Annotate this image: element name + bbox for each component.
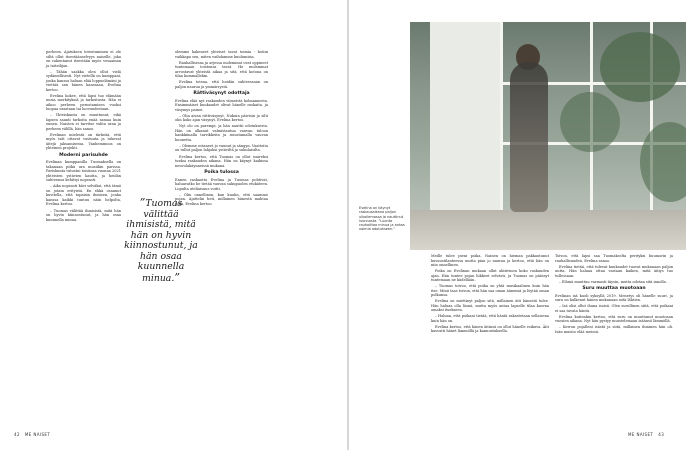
portrait-photo <box>410 22 686 250</box>
person-figure <box>510 62 548 212</box>
paragraph: Evelina elää nyt raskauden viimeistä kolmannesta. Ensimmäiset kuukaudet olivat hänelle raskaita, ja väsymys painoi. <box>175 98 268 112</box>
left-column-1 <box>46 50 121 224</box>
paragraph: Ennen raskautta Evelina ja Tuomas pohtivat, haluavatko he tietää vauvan sukupuolen etukäteen. Lopulta uteliaisuus voitti. <box>175 177 268 191</box>
paragraph: Evelinan kumppanilla Tuomaksella on takanaan pitkä ura musiikin parissa. Pariskunta tutustui toisiinsa vuonna 2021 yhteisten ystävien kautta, ja heidän suhteensa kehittyi nopeasti. <box>46 160 121 183</box>
paragraph: Evelina kertoo, että hänen äitinsä on ollut hänelle esikuva. Äiti kasvatti hänet lämmöllä ja kannustuksella. <box>431 324 549 334</box>
paragraph: Rauhallisessa ja arjessa molemmat ovat oppineet tuntemaan toistensa tavat. He molemmat arvostavat yhteistä aikaa ja sitä, että kotona on tilaa kummallekin. <box>175 60 268 79</box>
page-footer <box>14 432 50 437</box>
paragraph: Evelina kokee, että lapsi tuo elämään uusia merkityksiä ja tarkoitusta. Hän ei aikoo perheen perustamisen vuoksi luopua urastaan tai luovuudestaan. <box>46 93 121 112</box>
paragraph: – Aika nopeasti kävi selväksi, että tämä on jotain erityistä. En ehkä osannut kuvitella, että tapaisin ihmisen, jonka kanssa kaikki tuntuu näin helpolta, Evelina kertoo. <box>46 184 121 207</box>
paragraph: – Tuomas välittää ihmisistä, mitä hän on hyvin kiinnostunut, ja hän osaa kuunnella minua. <box>46 208 121 222</box>
paragraph: Nyt olo on parempi, ja hän nauttii odotuksesta. Hän on alkanut valmistautua vauvan tuloon hankkimalla tarvikkeita ja sisustamalla vauvan huonetta. <box>175 124 268 142</box>
page-number: 42 <box>14 432 20 437</box>
paragraph: Evelinan mielestä on tärkeää, että myös isät ottavat vastuuta ja tukevat äitejä jaksamisessa. Vanhemmuus on yhteinen projekti. <box>46 132 121 151</box>
paragraph: – Isä olisi ollut ihana isoisä. Olen surullinen siitä, että poikani ei saa tavata häntä. <box>555 304 673 313</box>
paragraph: – Haluan, että poikani tietää, että häntä rakastetaan sellaisena kuin hän on. <box>431 314 549 323</box>
paragraph: perheen. Ajatuksen toteutuminen ei ole siltä ollut itsestäänselvyys naiselle, joka on rakentanut itsestään myös vesaaman ja taiteilijan. <box>46 50 121 68</box>
paragraph: Meille tulee pieni poika. Nainen on hieman pakkautunut kuvaustilanteessa mutta pian jo nauraa ja kertoo, että hän on niin onnellinen. <box>431 254 549 267</box>
page-footer <box>628 432 664 437</box>
right-column-2 <box>555 254 673 336</box>
paragraph: – Elämä muuttuu varmasti täysin, mutta odotan sitä innolla. <box>559 279 667 284</box>
paragraph: Evelina tietää, että tulevat kuukaudet tuovat mukanaan paljon uutta. Hän haluaa ottaa vastaan kaiken, mitä äitiys tuo tullessaan. <box>555 264 673 278</box>
page-number: 43 <box>658 432 665 437</box>
paragraph: Evelina kuitenkin kertoo, että suru on muuttanut muotoaan vuosien aikana. Nyt hän pystyy muistelemaan isäänsä lämmöllä. <box>555 314 673 324</box>
paragraph: Evelinan isä kuoli syksyllä 2019. Menetys oli hänelle suuri, ja suru on kulkenut hänen mukanaan siitä lähtien. <box>555 293 673 303</box>
paragraph: – Tuomas toivoo, että poika on yhtä musikaalinen kuin hän itse. Minä taas toivon, että hän saa oman äänensä ja löytää oman polkunsa. <box>431 284 549 298</box>
right-column-1 <box>431 254 549 336</box>
left-column-2 <box>175 50 268 208</box>
section-heading: Suru muuttaa muotoaan <box>582 286 646 292</box>
left-page <box>0 0 347 450</box>
pull-quote: ”Tuomas välittää ihmisistä, mitä hän on hyvin kiinnostunut, ja hän osaa kuunnella minua.” <box>124 196 198 284</box>
section-heading: Rättiväsynyt odottaja <box>193 91 250 97</box>
magazine-name: ME NAISET <box>628 432 654 437</box>
paragraph: Evelina on miettinyt paljon sitä, millainen äiti hänestä tulee. Hän haluaa olla läsnä, mutta myös antaa lapselle tilaa kasvaa omaksi itsekseen. <box>431 299 549 313</box>
paragraph: olemme hakeneet yhteiset tavat toimia - kotiin vaikkapa sen, miten vaihdamme kuulumisia. <box>175 50 268 59</box>
paragraph: – Kerron pojalleni isästä ja siitä, millainen ihminen hän oli. Isän muisto elää meissä. <box>555 325 673 334</box>
photo-caption: Evelina on käynyt raskausaikana paljon ulkoilemassa ja nauttinut luonnosta. ”Luonto rauhoittaa minua ja antaa voimia odotukseen.” <box>359 206 405 232</box>
paragraph: – Olin aivan rättiväsynyt. Nukuin päivisin ja silti olin koko ajan väsynyt, Evelina kertoo. <box>175 113 268 123</box>
page-gutter <box>347 0 349 450</box>
paragraph: Toivon, että lapsi saa Tuomakselta perityksi huumorin ja rauhallisuuden, Evelina sanoo. <box>555 254 673 263</box>
paragraph: Poika on Evelinan mukaan ollut aktiivinen koko raskauden ajan. Hän tuntee pojan liikkeet selvästi, ja Tuomas on päässyt tuntemaan ne kädellään. <box>431 269 549 283</box>
magazine-name: ME NAISET <box>24 432 51 437</box>
paragraph: – Yhteiskunta on muuttunut, eikä lapsen saanti tarkoita enää samaa kuin ennen. Naisten ei tarvitse valita uran ja perheen välillä, hän sanoo. <box>46 113 121 131</box>
section-heading: Moderni parisuhde <box>59 152 108 158</box>
section-heading: Poika tulossa <box>204 170 239 176</box>
paragraph: – Tähän saakka olen ollut vielä sydämellisesti. Nyt vietellä on kumppani, jonka kanssa haluan elää loppuelämäni ja viettää sen hänen kanssaan, Evelina kertoo. <box>46 69 121 92</box>
paragraph: Evelina toteaa, että heidän suhteessaan on paljon naurua ja ymmärrystä. <box>175 80 268 89</box>
paragraph: Evelina kertoo, että Tuomas on ollut suureksi tueksi raskauden aikana. Hän on käynyt kaikissa neuvolakäynneissä mukana. <box>175 154 268 168</box>
paragraph: – Olemme ostaneet jo vaunut ja sängyn. Vaatteita on tullut paljon lahjaksi ystäviltä ja sukulaisilta. <box>175 143 268 153</box>
paragraph: – Olin onnellinen, kun kuulin, että saamme pojan. Ajattelin heti, millainen hänestä mahtaa tulla, Evelina kertoo. <box>175 192 268 206</box>
